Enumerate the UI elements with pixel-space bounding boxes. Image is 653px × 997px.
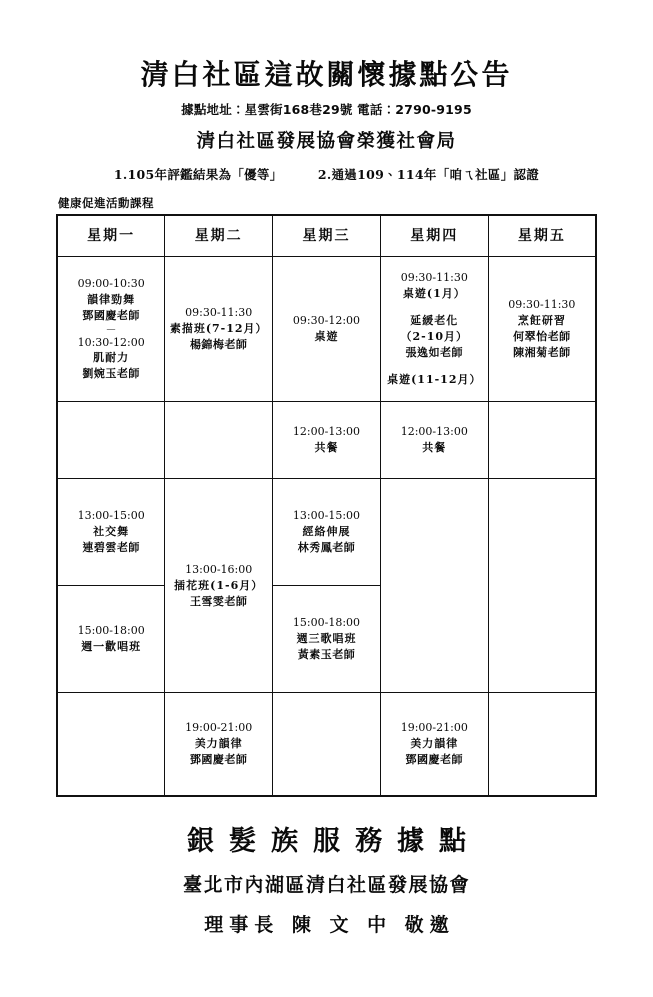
- wednesday-afternoon-1-teacher: 林秀鳳老師: [297, 541, 356, 554]
- thursday-morning-course-2: 延緩老化: [410, 314, 459, 328]
- wednesday-afternoon-1-course: 經絡伸展: [302, 525, 351, 539]
- certification-item-1: 1.105年評鑑結果為「優等」: [113, 167, 283, 183]
- column-header-friday: 星期五: [488, 215, 596, 257]
- wednesday-afternoon-2-time: 15:00-18:00: [292, 616, 361, 630]
- schedule-table-wrapper: [56, 214, 597, 797]
- thursday-evening-time: 19:00-21:00: [400, 721, 468, 735]
- thursday-morning-course-3: 桌遊(11-12月）: [387, 372, 482, 386]
- monday-afternoon-1-teacher: 連碧雲老師: [82, 541, 140, 554]
- tuesday-afternoon-course: 插花班(1-6月）: [174, 578, 264, 592]
- monday-afternoon-1-time: 13:00-15:00: [77, 509, 145, 523]
- cell-monday-lunch: [57, 402, 165, 479]
- weekly-schedule-table: [56, 214, 597, 797]
- cell-tuesday-morning: [165, 257, 273, 402]
- wednesday-morning-course: 桌遊: [314, 330, 339, 344]
- column-header-wednesday: 星期三: [273, 215, 381, 257]
- monday-morning-teacher-2: 劉婉玉老師: [82, 367, 140, 381]
- cell-thursday-morning: [380, 257, 488, 402]
- friday-morning-time: 09:30-11:30: [508, 298, 576, 312]
- tuesday-afternoon-time: 13:00-16:00: [185, 562, 253, 576]
- thursday-morning-course-1: 桌遊(1月）: [402, 287, 466, 301]
- thursday-evening-course: 美力韻律: [410, 737, 459, 751]
- thursday-morning-teacher-2: 張逸如老師: [405, 345, 464, 359]
- column-header-monday: 星期一: [57, 215, 165, 257]
- monday-afternoon-2-course: 週一歡唱班: [81, 640, 142, 654]
- wednesday-lunch-time: 12:00-13:00: [292, 425, 361, 439]
- monday-morning-course-2: 肌耐力: [93, 351, 130, 365]
- page-title: 清白社區這故關懷據點公告: [140, 58, 513, 91]
- organization-line: 清白社區發展協會榮獲社會局: [196, 131, 457, 153]
- cell-thursday-lunch: [380, 402, 488, 479]
- announcement-page: [0, 58, 653, 997]
- friday-morning-teacher-1: 何翠怡老師: [513, 330, 571, 344]
- tuesday-morning-course: 素描班(7-12月）: [169, 322, 268, 336]
- cell-tuesday-afternoon-merged: [165, 479, 273, 693]
- footer-chairman: 理事長 陳 文 中 敬邀: [204, 914, 455, 937]
- thursday-morning-course-2-period: （2-10月）: [400, 330, 469, 344]
- cell-wednesday-afternoon-1: [273, 479, 381, 586]
- tuesday-morning-teacher: 楊錦梅老師: [189, 338, 248, 351]
- monday-morning-separator: －: [105, 322, 117, 336]
- cell-monday-afternoon-2: [57, 586, 165, 693]
- footer-association: 臺北市內湖區清白社區發展協會: [182, 874, 470, 897]
- cell-friday-evening: [488, 693, 596, 797]
- monday-morning-course-1: 韻律勁舞: [87, 292, 136, 306]
- thursday-lunch-time: 12:00-13:00: [400, 425, 468, 439]
- table-row-morning: [57, 257, 596, 402]
- thursday-morning-time: 09:30-11:30: [400, 271, 468, 285]
- wednesday-lunch-course: 共餐: [314, 441, 339, 455]
- table-row-afternoon-1: [57, 479, 596, 586]
- table-row-evening: [57, 693, 596, 797]
- cell-monday-afternoon-1: [57, 479, 165, 586]
- cell-monday-evening: [57, 693, 165, 797]
- wednesday-afternoon-2-course: 週三歌唱班: [296, 632, 357, 646]
- cell-wednesday-evening: [273, 693, 381, 797]
- thursday-evening-teacher: 鄧國慶老師: [405, 753, 464, 766]
- tuesday-evening-course: 美力韻律: [194, 737, 243, 751]
- monday-morning-time-1: 09:00-10:30: [77, 276, 145, 290]
- cell-monday-morning: [57, 257, 165, 402]
- certification-line: [0, 165, 653, 183]
- wednesday-afternoon-2-teacher: 黃素玉老師: [297, 648, 356, 661]
- tuesday-morning-time: 09:30-11:30: [185, 306, 253, 320]
- thursday-lunch-course: 共餐: [422, 441, 447, 455]
- column-header-thursday: 星期四: [380, 215, 488, 257]
- cell-tuesday-evening: [165, 693, 273, 797]
- address-line: 據點地址：星雲街168巷29號 電話：2790-9195: [181, 102, 472, 118]
- certification-item-2: 2.通過109、114年「咱ㄟ社區」認證: [317, 167, 540, 183]
- cell-friday-lunch: [488, 402, 596, 479]
- cell-thursday-evening: [380, 693, 488, 797]
- monday-morning-teacher-1: 鄧國慶老師: [82, 308, 140, 322]
- footer-main-heading: 銀髮族服務據點: [187, 826, 481, 858]
- thursday-morning-spacer-2: [382, 361, 487, 372]
- thursday-morning-spacer-1: [382, 302, 487, 313]
- wednesday-morning-time: 09:30-12:00: [292, 314, 361, 328]
- monday-afternoon-2-time: 15:00-18:00: [77, 624, 145, 638]
- cell-wednesday-lunch: [273, 402, 381, 479]
- cell-wednesday-afternoon-2: [273, 586, 381, 693]
- cell-friday-afternoon-merged: [488, 479, 596, 693]
- monday-morning-time-2: 10:30-12:00: [77, 335, 145, 349]
- wednesday-afternoon-1-time: 13:00-15:00: [292, 509, 361, 523]
- cell-tuesday-lunch: [165, 402, 273, 479]
- table-header-row: [57, 215, 596, 257]
- tuesday-evening-teacher: 鄧國慶老師: [189, 753, 248, 766]
- tuesday-evening-time: 19:00-21:00: [185, 721, 253, 735]
- section-label: 健康促進活動課程: [58, 196, 154, 211]
- friday-morning-teacher-2: 陳湘菊老師: [513, 345, 571, 359]
- table-row-lunch: [57, 402, 596, 479]
- tuesday-afternoon-teacher: 王雪雯老師: [189, 594, 248, 608]
- column-header-tuesday: 星期二: [165, 215, 273, 257]
- friday-morning-course: 烹飪研習: [517, 314, 566, 328]
- monday-afternoon-1-course: 社交舞: [93, 525, 130, 539]
- cell-friday-morning: [488, 257, 596, 402]
- cell-thursday-afternoon-merged: [380, 479, 488, 693]
- cell-wednesday-morning: [273, 257, 381, 402]
